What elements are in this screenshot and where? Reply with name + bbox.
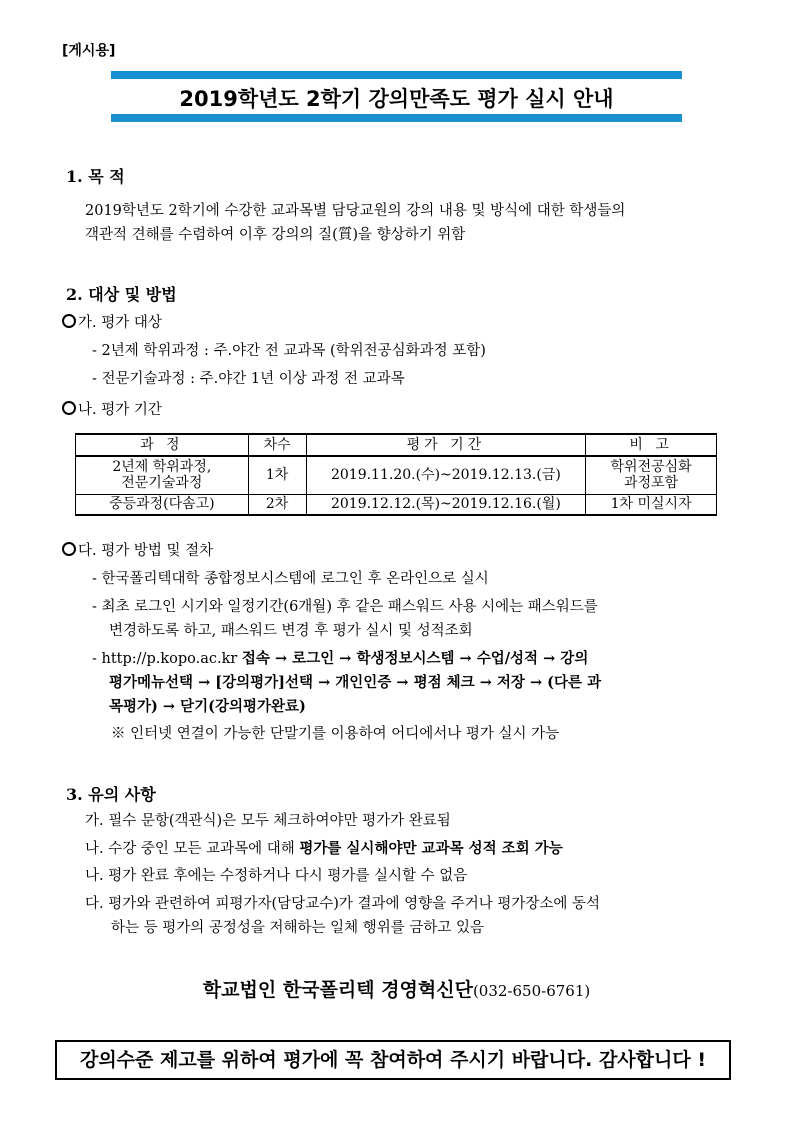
title-top-bar — [111, 71, 682, 79]
da-item-3-line2: 평가메뉴선택 → [강의평가]선택 → 개인인증 → 평점 체크 → 저장 → (다른 과 — [109, 674, 602, 691]
da-item-2-line2: 변경하도록 하고, 패스워드 변경 후 평가 실시 및 성적조회 — [109, 623, 473, 639]
subsection-da — [62, 539, 213, 560]
row1-period: 2019.11.20.(수)~2019.12.13.(금) — [306, 456, 586, 494]
header-period: 평가 기간 — [306, 434, 586, 456]
circle-bullet-icon — [62, 314, 76, 328]
da-item-3-line1 — [92, 647, 588, 668]
row2-note: 1차 미실시자 — [586, 494, 717, 515]
header-course: 과 정 — [76, 434, 249, 456]
caution-item-1: 가. 필수 문항(객관식)은 모두 체크하여야만 평가가 완료됨 — [85, 813, 451, 829]
subsection-ga — [62, 311, 162, 332]
da-item-1: - 한국폴리텍대학 종합정보시스템에 로그인 후 온라인으로 실시 — [92, 571, 489, 587]
title-bottom-bar — [111, 114, 682, 122]
header-note: 비 고 — [586, 434, 717, 456]
organization-signature — [0, 975, 793, 1002]
evaluation-period-table — [75, 433, 717, 516]
row1-note-line2: 과정포함 — [624, 475, 679, 492]
title-banner — [111, 71, 682, 123]
row1-course-line2: 전문기술과정 — [121, 475, 203, 492]
organization-phone: (032-650-6761) — [472, 982, 591, 1000]
subsection-na-label: 나. 평가 기간 — [78, 402, 162, 418]
caution-item-2-text: 나. 수강 중인 모든 교과목에 대해 — [85, 841, 300, 857]
caution-item-4-line1: 다. 평가와 관련하여 피평가자(담당교수)가 결과에 영향을 주거나 평가장소에 동석 — [85, 896, 601, 912]
table-row — [76, 494, 717, 515]
section3-heading: 3. 유의 사항 — [66, 785, 156, 804]
table-row — [76, 456, 717, 494]
section1-line1: 2019학년도 2학기에 수강한 교과목별 담당교원의 강의 내용 및 방식에 대한 학생들의 — [85, 203, 626, 219]
posting-tag: [게시용] — [62, 43, 116, 59]
row1-note — [586, 456, 717, 494]
ga-item-2: - 전문기술과정 : 주.야간 1년 이상 과정 전 교과목 — [92, 371, 405, 387]
section1-line2: 객관적 견해를 수렴하여 이후 강의의 질(質)을 향상하기 위함 — [85, 227, 466, 243]
subsection-na — [62, 398, 162, 419]
da-item-3-line3: 목평가) → 닫기(강의평가완료) — [109, 698, 306, 715]
participation-notice: 강의수준 제고를 위하여 평가에 꼭 참여하여 주시기 바랍니다. 감사합니다 ! — [55, 1040, 731, 1080]
da-item-2-line1: - 최초 로그인 시기와 일정기간(6개월) 후 같은 패스워드 사용 시에는 패스워드를 — [92, 599, 598, 615]
organization-name: 학교법인 한국폴리텍 경영혁신단 — [202, 979, 473, 1001]
circle-bullet-icon — [62, 542, 76, 556]
ga-item-1: - 2년제 학위과정 : 주.야간 전 교과목 (학위전공심화과정 포함) — [92, 343, 486, 359]
header-round: 차수 — [248, 434, 306, 456]
row1-course — [76, 456, 249, 494]
row2-period: 2019.12.12.(목)~2019.12.16.(월) — [306, 494, 586, 515]
row2-round: 2차 — [248, 494, 306, 515]
row2-course: 중등과정(다솜고) — [76, 494, 249, 515]
circle-bullet-icon — [62, 401, 76, 415]
section1-heading: 1. 목 적 — [66, 167, 125, 186]
row1-round: 1차 — [248, 456, 306, 494]
row1-note-line1: 학위전공심화 — [610, 459, 692, 476]
subsection-ga-label: 가. 평가 대상 — [78, 315, 162, 331]
table-header-row — [76, 434, 717, 456]
subsection-da-label: 다. 평가 방법 및 절차 — [78, 543, 214, 559]
caution-item-2 — [85, 837, 563, 858]
row1-course-line1: 2년제 학위과정, — [112, 459, 212, 476]
da-note: ※ 인터넷 연결이 가능한 단말기를 이용하여 어디에서나 평가 실시 가능 — [111, 726, 560, 742]
procedure-steps-1: 접속 → 로그인 → 학생정보시스템 → 수업/성적 → 강의 — [241, 650, 589, 667]
caution-item-4-line2: 하는 등 평가의 공정성을 저해하는 일체 행위를 금하고 있음 — [111, 920, 485, 936]
page-title: 2019학년도 2학기 강의만족도 평가 실시 안내 — [179, 87, 614, 111]
caution-item-3: 나. 평가 완료 후에는 수정하거나 다시 평가를 실시할 수 없음 — [85, 868, 468, 884]
portal-url: - http://p.kopo.ac.kr — [92, 651, 242, 667]
section2-heading: 2. 대상 및 방법 — [66, 285, 177, 304]
caution-item-2-emphasis: 평가를 실시해야만 교과목 성적 조회 가능 — [299, 840, 563, 857]
